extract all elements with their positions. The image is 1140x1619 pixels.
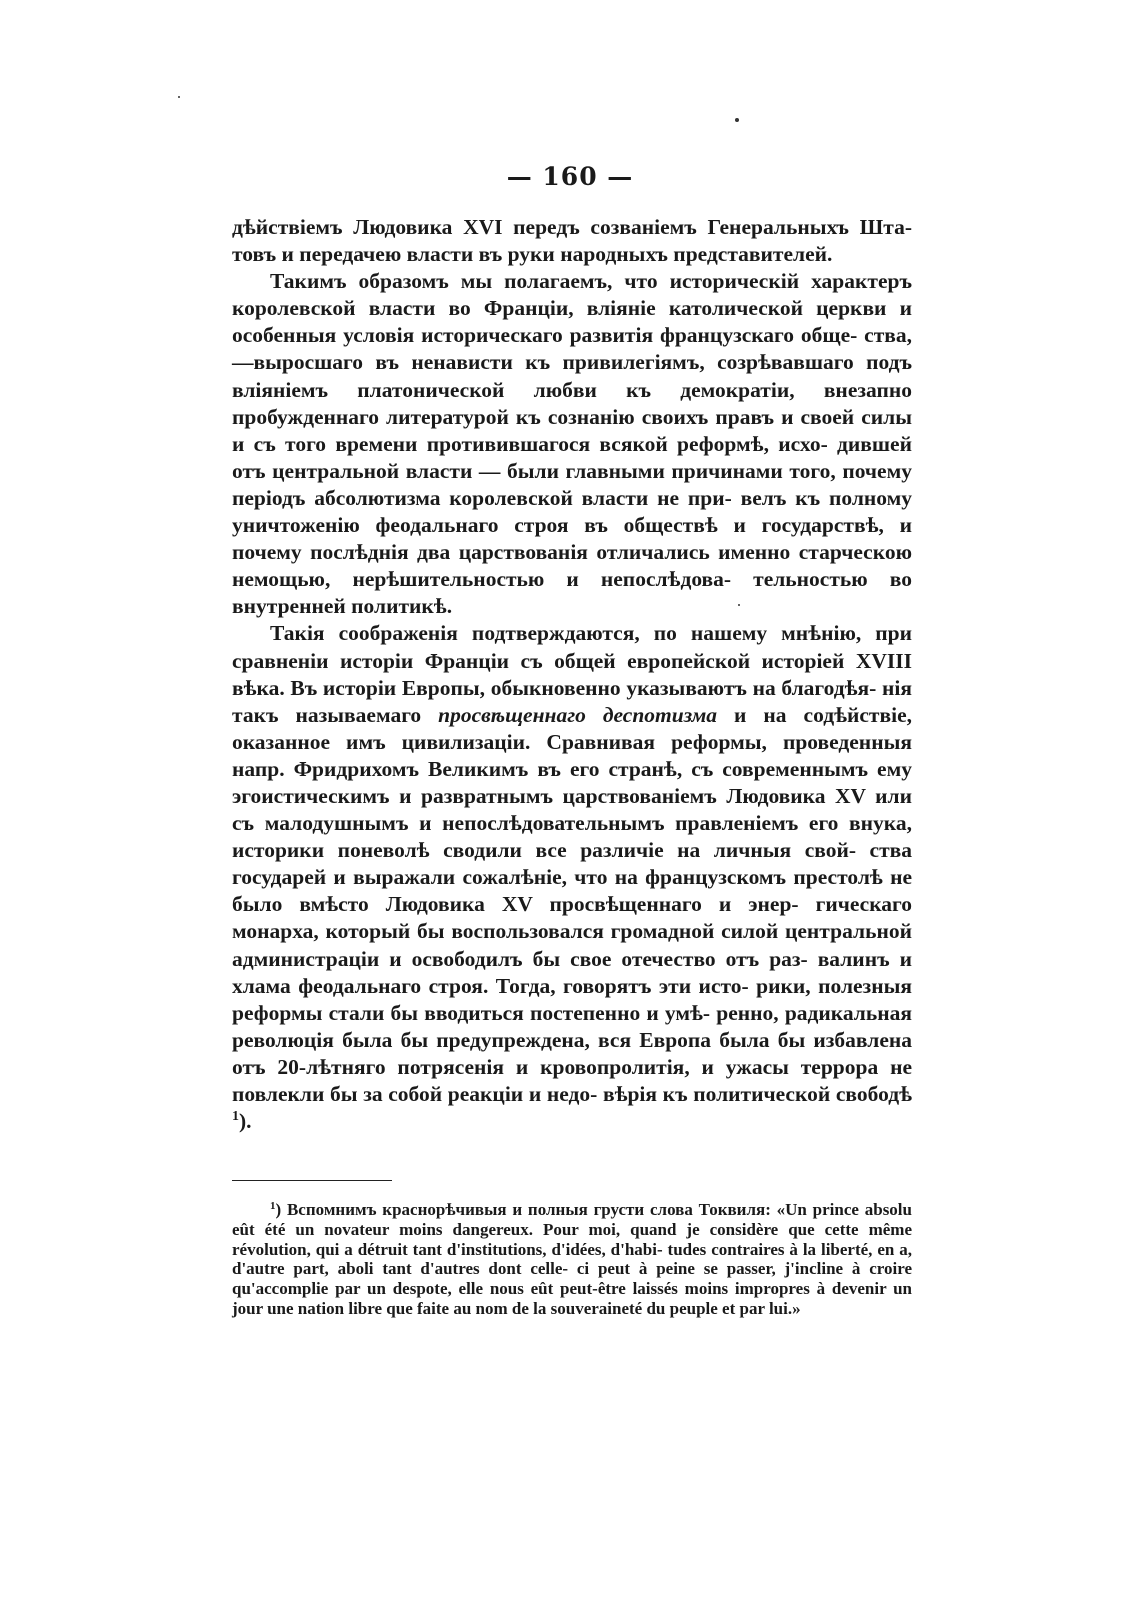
paragraph-1 bbox=[232, 214, 912, 268]
footnote-divider bbox=[232, 1180, 392, 1181]
footnote-marker: 1 bbox=[270, 1200, 276, 1212]
scan-speck bbox=[178, 96, 180, 98]
paragraph-1-text: дѣйствіемъ Людовика XVI передъ созваніемъ Генеральныхъ Шта- товъ и передачею власти въ руки народныхъ представителей. bbox=[232, 215, 912, 267]
paragraph-3-text-end: ). bbox=[239, 1109, 252, 1134]
page-number: — 160 — bbox=[506, 162, 634, 191]
paragraph-2 bbox=[232, 268, 912, 620]
footnote bbox=[232, 1200, 912, 1319]
paragraph-3-text-start: Такія соображенія подтверждаются, по нашему мнѣнію, при сравненіи исторіи Франціи съ общей европейской исторіей XVIII вѣка. Въ исторіи Европы, обыкновенно указываютъ на благодѣя- нія такъ называемаго bbox=[232, 621, 912, 727]
paragraph-3-text-continued: и на содѣйствіе, оказанное имъ цивилизаціи. Сравнивая реформы, проведенныя напр. Фридрихомъ Великимъ въ его странѣ, съ современнымъ ему эгоистическимъ и развратнымъ царствованіемъ Людовика XV или съ малодушнымъ и непослѣдовательнымъ правленіемъ его внука, историки поневолѣ сводили все различіе на личныя свой- ства государей и выражали сожалѣніе, что на французскомъ престолѣ не было вмѣсто Людовика XV просвѣщеннаго и энер- гическаго монарха, который бы воспользовался громадной силой центральной администраціи и освободилъ бы свое отечество отъ раз- валинъ и хлама феодальнаго строя. Тогда, говорятъ эти исто- рики, полезныя реформы стали бы вводиться постепенно и умѣ- ренно, радикальная революція была бы предупреждена, вся Европа была бы избавлена отъ 20-лѣтняго потрясенія и кровопролитія, и ужасы террора не повлекли бы за собой реакціи и недо- вѣрія къ политической свободѣ bbox=[232, 702, 912, 1106]
paragraph-3-italic-phrase: просвѣщеннаго деспотизма bbox=[438, 702, 718, 727]
paragraph-2-text: Такимъ образомъ мы полагаемъ, что историческій характеръ королевской власти во Франціи, вліяніе католической церкви и особенныя условія историческаго развитія французскаго обще- ства, —выросшаго въ ненависти къ привилегіямъ, созрѣвавшаго подъ вліяніемъ платонической любви къ демократіи, внезапно пробужденнаго литературой къ сознанію своихъ правъ и своей силы и съ того времени противившагося всякой реформѣ, исхо- дившей отъ центральной власти — были главными причинами того, почему періодъ абсолютизма королевской власти не при- велъ къ полному уничтоженію феодальнаго строя въ обществѣ и государствѣ, и почему послѣднія два царствованія отличались именно старческою немощью, нерѣшительностью и непослѣдова- тельностью во внутренней политикѣ. bbox=[232, 269, 912, 619]
footnote-marker-suffix: ) bbox=[275, 1200, 282, 1219]
main-text bbox=[232, 214, 912, 1135]
scan-speck bbox=[738, 604, 740, 606]
paragraph-3 bbox=[232, 620, 912, 1135]
scan-speck bbox=[735, 118, 739, 122]
footnote-text: Вспомнимъ краснорѣчивыя и полныя грусти слова Токвиля: «Un prince absolu eût été un novateur moins dangereux. Pour moi, quand je considère que cette même révolution, qui a détruit tant d'institutions, d'idées, d'habi- tudes contraires à la liberté, en a, d'autre part, aboli tant d'autres dont celle- ci peut à peine se passer, j'incline à croire qu'accomplie par un despote, elle nous eût peut-être laissés moins impropres à devenir un jour une nation libre que faite au nom de la souveraineté du peuple et par lui.» bbox=[232, 1200, 912, 1318]
footnote-reference[interactable]: 1 bbox=[232, 1109, 239, 1125]
